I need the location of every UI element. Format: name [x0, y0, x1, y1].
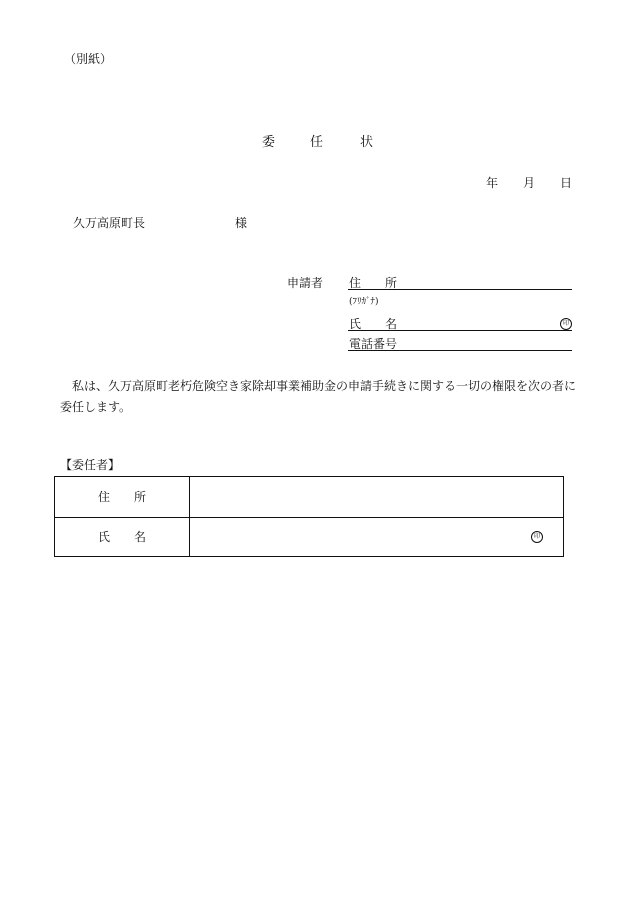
applicant-name-line	[348, 330, 572, 331]
title-char-3: 状	[360, 135, 374, 150]
applicant-phone-label: 電話番号	[349, 337, 398, 351]
addressee-honorific: 様	[235, 216, 248, 230]
delegate-name-label: 氏 名	[98, 530, 147, 544]
date-day: 日	[560, 176, 573, 190]
addressee-name: 久万高原町長	[73, 216, 146, 230]
appendix-label: （別紙）	[64, 52, 113, 66]
delegate-name-row	[55, 517, 563, 557]
delegate-table	[54, 476, 564, 557]
applicant-label: 申請者	[287, 276, 324, 290]
delegate-seal-mark: 印	[531, 531, 543, 543]
applicant-address-label: 住 所	[349, 276, 398, 290]
delegation-statement: 私は、久万高原町老朽危険空き家除却事業補助金の申請手続きに関する一切の権限を次の者に委任します。	[60, 379, 577, 414]
delegate-address-label: 住 所	[98, 490, 147, 504]
title-char-2: 任	[310, 135, 324, 150]
delegate-section-label: 【委任者】	[60, 458, 121, 472]
applicant-furigana-label: (ﾌﾘｶﾞﾅ)	[349, 297, 379, 307]
title-char-1: 委	[262, 135, 276, 150]
delegate-address-row	[55, 477, 563, 518]
applicant-seal-mark: 印	[560, 318, 572, 330]
date-month: 月	[523, 176, 536, 190]
date-year: 年	[486, 176, 499, 190]
applicant-address-line	[348, 289, 572, 290]
applicant-phone-line	[348, 350, 572, 351]
applicant-name-label: 氏 名	[349, 317, 398, 331]
